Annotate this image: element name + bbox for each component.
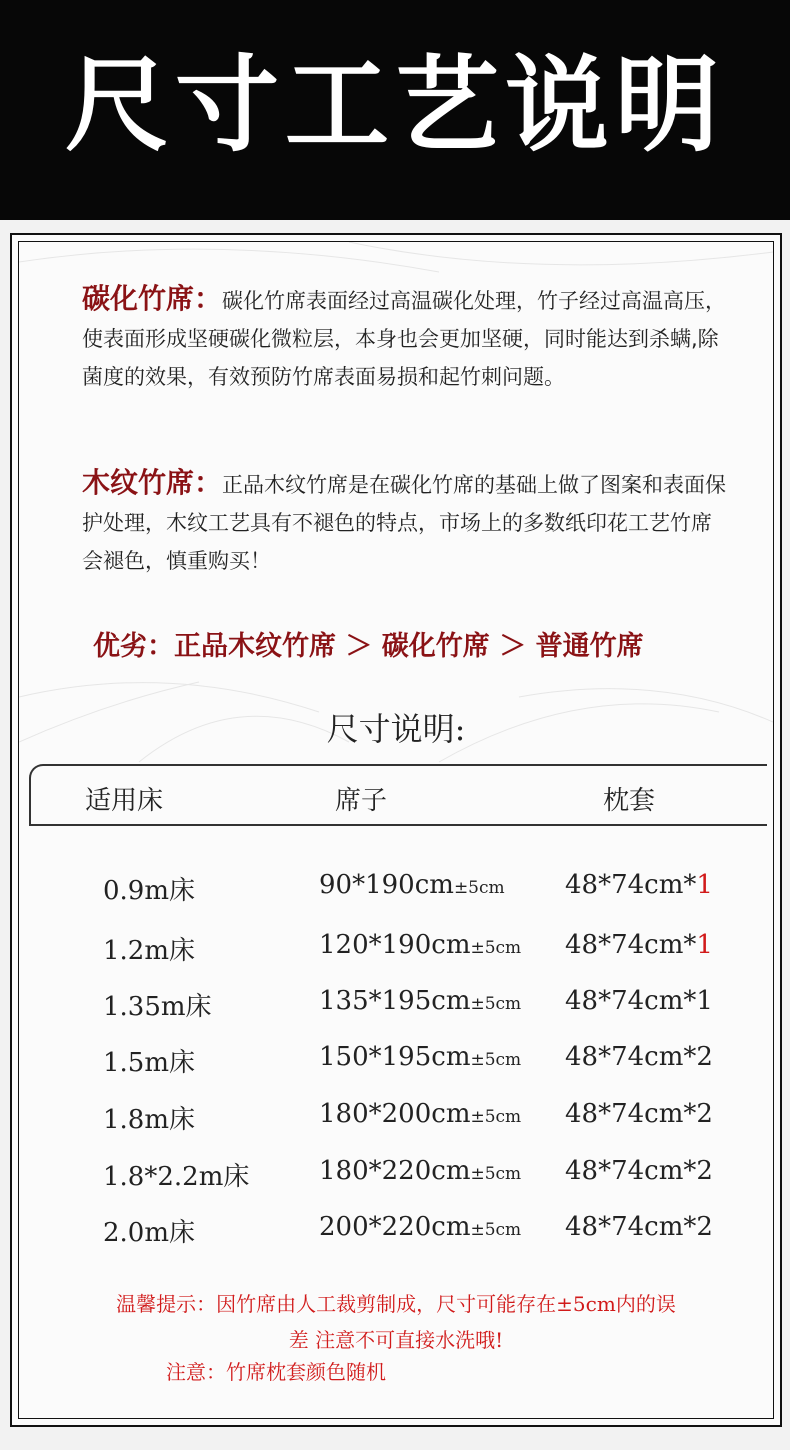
mat-tolerance: ±5cm [470, 938, 522, 958]
woodgrain-description: 正品木纹竹席是在碳化竹席的基础上做了图案和表面保护处理，木纹工艺具有不褪色的特点，市场上的多数纸印花工艺竹席会褪色，慎重购买！ [82, 473, 727, 573]
mat-tolerance: ±5cm [470, 1050, 522, 1070]
quality-comparison: 优劣：正品木纹竹席 ＞ 碳化竹席 ＞ 普通竹席 [93, 631, 644, 662]
woodgrain-heading: 木纹竹席： [82, 466, 223, 499]
header-banner [0, 0, 790, 220]
size-row [19, 1042, 773, 1082]
size-section-title: 尺寸说明: [326, 710, 466, 748]
page-title: 尺寸工艺说明 [64, 43, 725, 166]
header-bed: 适用床 [85, 786, 164, 816]
mat-size [319, 870, 505, 900]
mat-tolerance: ±5cm [453, 878, 505, 898]
pillow-count: 2 [696, 1212, 713, 1242]
header-mat: 席子 [335, 786, 388, 816]
pillow-count: 2 [696, 1099, 713, 1129]
mat-tolerance: ±5cm [470, 1220, 522, 1240]
mat-size [319, 1042, 521, 1072]
mat-size [319, 1156, 521, 1186]
mat-tolerance: ±5cm [470, 1164, 522, 1184]
mat-size [319, 1212, 521, 1242]
carbon-description: 碳化竹席表面经过高温碳化处理，竹子经过高温高压，使表面形成坚硬碳化微粒层，本身也会更加坚硬，同时能达到杀螨,除菌度的效果，有效预防竹席表面易损和起竹刺问题。 [82, 289, 727, 389]
bed-size: 1.2m床 [103, 936, 196, 966]
pillow-dimensions: 48*74cm* [565, 1099, 697, 1129]
bed-size: 0.9m床 [103, 876, 196, 906]
pillow-dimensions: 48*74cm* [565, 986, 697, 1016]
pillow-count: 1 [696, 986, 713, 1016]
pillow-count: 2 [696, 1156, 713, 1186]
pillow-dimensions: 48*74cm* [565, 1042, 697, 1072]
carbon-heading: 碳化竹席： [82, 282, 223, 315]
size-row [19, 870, 773, 910]
woodgrain-section [82, 464, 732, 580]
mat-tolerance: ±5cm [470, 994, 522, 1014]
content-frame [10, 233, 782, 1427]
pillow-size [565, 1212, 713, 1242]
pillow-size [565, 986, 713, 1016]
mat-size [319, 930, 521, 960]
size-table-header [29, 764, 767, 826]
bed-size: 1.35m床 [103, 992, 212, 1022]
header-pillow: 枕套 [603, 786, 656, 816]
mat-dimensions: 180*220cm [319, 1156, 471, 1186]
bed-size: 1.5m床 [103, 1048, 196, 1078]
mat-dimensions: 120*190cm [319, 930, 471, 960]
pillow-size [565, 1042, 713, 1072]
size-row [19, 1156, 773, 1196]
size-row [19, 986, 773, 1026]
pillow-size [565, 1156, 713, 1186]
mat-dimensions: 135*195cm [319, 986, 471, 1016]
size-row [19, 930, 773, 970]
size-row [19, 1212, 773, 1252]
pillow-dimensions: 48*74cm* [565, 930, 697, 960]
pillow-dimensions: 48*74cm* [565, 1156, 697, 1186]
pillow-count: 1 [696, 930, 713, 960]
pillow-size [565, 870, 713, 900]
mat-dimensions: 90*190cm [319, 870, 454, 900]
mat-size [319, 1099, 521, 1129]
carbon-section [82, 280, 732, 396]
content-panel [18, 241, 774, 1419]
bed-size: 1.8m床 [103, 1105, 196, 1135]
pillow-count: 1 [696, 870, 713, 900]
notice-line-1: 温馨提示：因竹席由人工裁剪制成，尺寸可能存在±5cm内的误 [116, 1292, 676, 1316]
mat-dimensions: 150*195cm [319, 1042, 471, 1072]
mat-dimensions: 200*220cm [319, 1212, 471, 1242]
notice-line-2: 差 注意不可直接水洗哦! [288, 1328, 504, 1352]
pillow-size [565, 930, 713, 960]
bed-size: 1.8*2.2m床 [103, 1162, 250, 1192]
bed-size: 2.0m床 [103, 1218, 196, 1248]
notice-line-3: 注意：竹席枕套颜色随机 [166, 1360, 386, 1384]
mat-size [319, 986, 521, 1016]
mat-dimensions: 180*200cm [319, 1099, 471, 1129]
pillow-size [565, 1099, 713, 1129]
pillow-count: 2 [696, 1042, 713, 1072]
size-row [19, 1099, 773, 1139]
pillow-dimensions: 48*74cm* [565, 1212, 697, 1242]
mat-tolerance: ±5cm [470, 1107, 522, 1127]
pillow-dimensions: 48*74cm* [565, 870, 697, 900]
